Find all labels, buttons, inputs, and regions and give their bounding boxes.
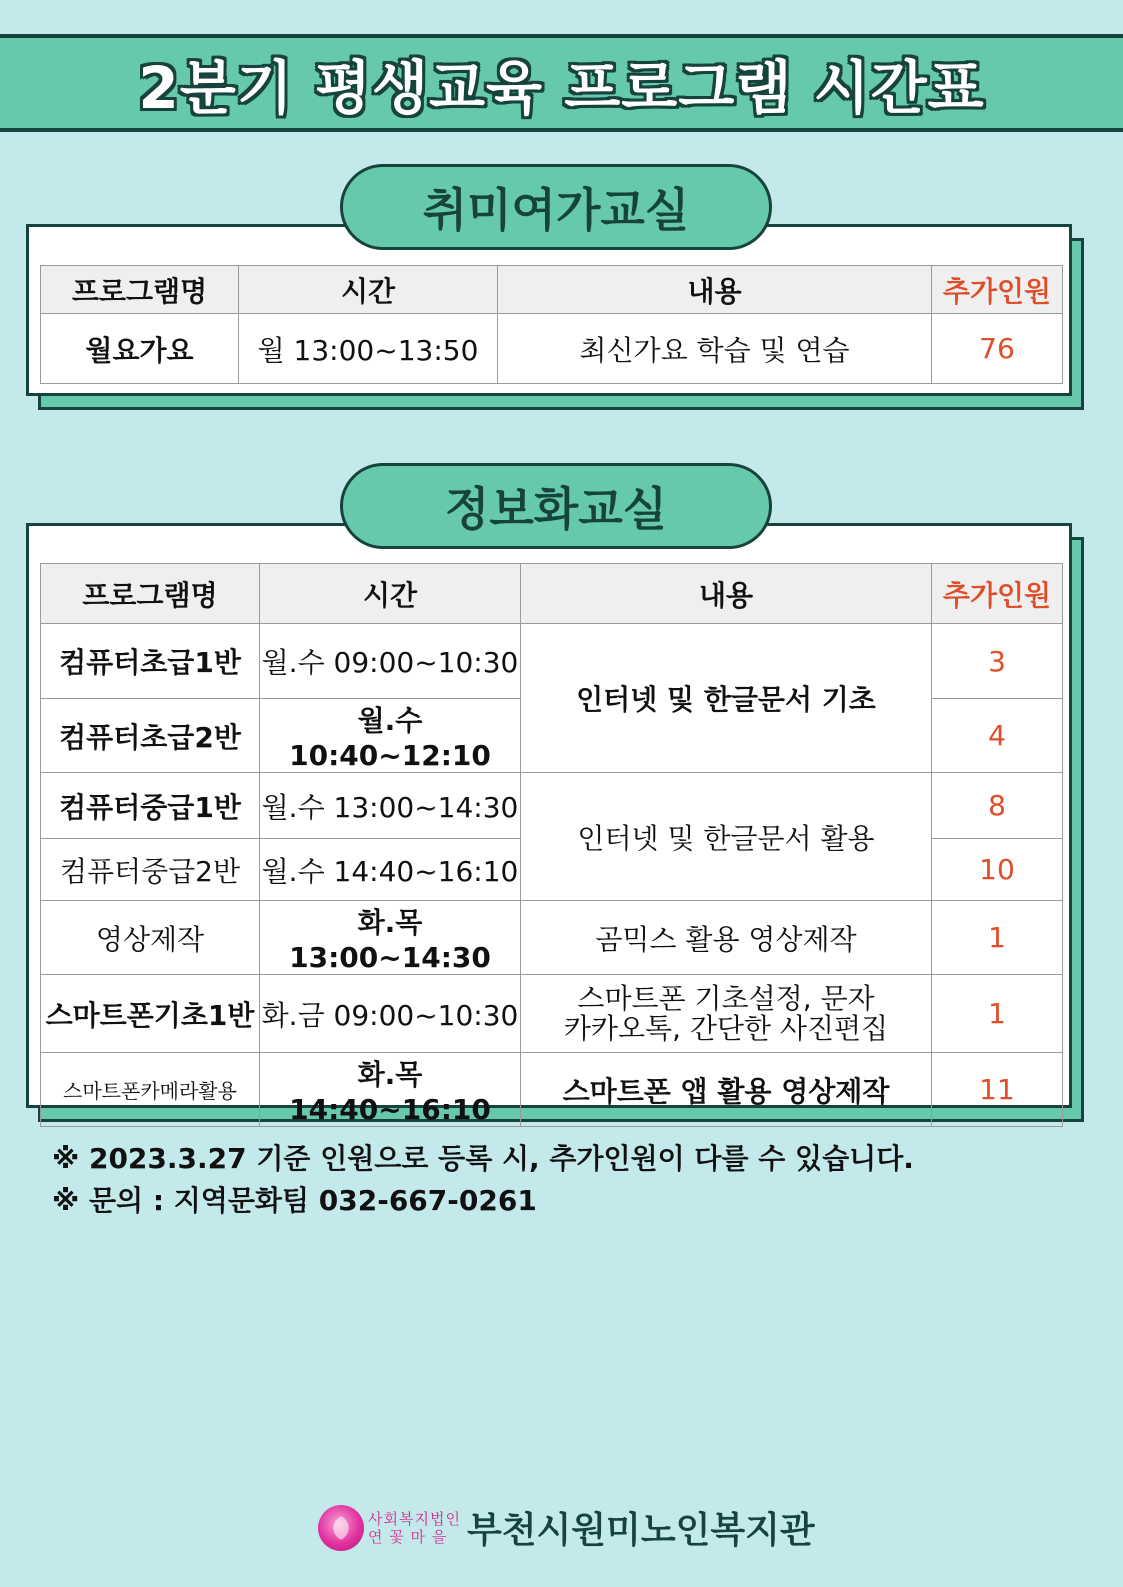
program-content [521,975,932,1053]
program-content: 곰믹스 활용 영상제작 [521,901,932,975]
program-content: 인터넷 및 한글문서 활용 [521,773,932,901]
program-time: 월.수 10:40~12:10 [260,699,521,773]
program-time: 월.수 14:40~16:10 [260,839,521,901]
header-time: 시간 [239,266,498,314]
header-extra: 추가인원 [932,564,1063,624]
program-name: 컴퓨터초급1반 [41,624,260,699]
header-program: 프로그램명 [41,266,239,314]
table-header-row [41,564,1063,624]
program-name: 월요가요 [41,314,239,384]
program-name: 컴퓨터초급2반 [41,699,260,773]
program-name: 스마트폰카메라활용 [41,1053,260,1127]
program-content: 최신가요 학습 및 연습 [498,314,932,384]
table-row [41,314,1063,384]
section2-heading-label: 정보화교실 [444,482,668,536]
program-time: 월.수 09:00~10:30 [260,624,521,699]
footer-org [318,1502,815,1553]
program-extra: 8 [932,773,1063,839]
program-time: 화.목 14:40~16:10 [260,1053,521,1127]
program-content-line1: 스마트폰 기초설정, 문자 [577,981,875,1015]
program-content-line2: 카카오톡, 간단한 사진편집 [563,1011,889,1045]
program-extra: 4 [932,699,1063,773]
program-content: 스마트폰 앱 활용 영상제작 [521,1053,932,1127]
table-row [41,1053,1063,1127]
page-title: 2분기 평생교육 프로그램 시간표 [138,54,985,122]
section2-heading [340,463,772,549]
program-name: 영상제작 [41,901,260,975]
program-extra: 1 [932,901,1063,975]
table-row [41,624,1063,699]
notes [52,1138,914,1222]
program-name: 컴퓨터중급1반 [41,773,260,839]
section1-heading [340,164,772,250]
org-name: 부천시원미노인복지관 [466,1510,815,1551]
org-subtitle-line1: 사회복지법인 [368,1509,461,1528]
program-extra: 1 [932,975,1063,1053]
section2-table [40,563,1063,1127]
program-name: 스마트폰기초1반 [41,975,260,1053]
table-row [41,975,1063,1053]
section1-heading-label: 취미여가교실 [422,183,690,237]
program-time: 월 13:00~13:50 [239,314,498,384]
section1-table [40,265,1063,384]
table-header-row [41,266,1063,314]
program-content: 인터넷 및 한글문서 기초 [521,624,932,773]
header-time: 시간 [260,564,521,624]
title-banner [0,34,1123,132]
program-time: 월.수 13:00~14:30 [260,773,521,839]
table-row [41,901,1063,975]
org-subtitle-line2: 연 꽃 마 을 [368,1527,448,1546]
header-program: 프로그램명 [41,564,260,624]
header-content: 내용 [498,266,932,314]
program-extra: 10 [932,839,1063,901]
program-extra: 76 [932,314,1063,384]
header-content: 내용 [521,564,932,624]
header-extra: 추가인원 [932,266,1063,314]
program-time: 화.목 13:00~14:30 [260,901,521,975]
program-extra: 11 [932,1053,1063,1127]
program-time: 화.금 09:00~10:30 [260,975,521,1053]
org-subtitle [368,1510,461,1546]
note-contact: ※ 문의 : 지역문화팀 032-667-0261 [52,1184,537,1217]
table-row [41,773,1063,839]
program-name: 컴퓨터중급2반 [41,839,260,901]
lotus-logo-icon [318,1505,364,1551]
note-registration: ※ 2023.3.27 기준 인원으로 등록 시, 추가인원이 다를 수 있습니다. [52,1142,914,1175]
program-extra: 3 [932,624,1063,699]
